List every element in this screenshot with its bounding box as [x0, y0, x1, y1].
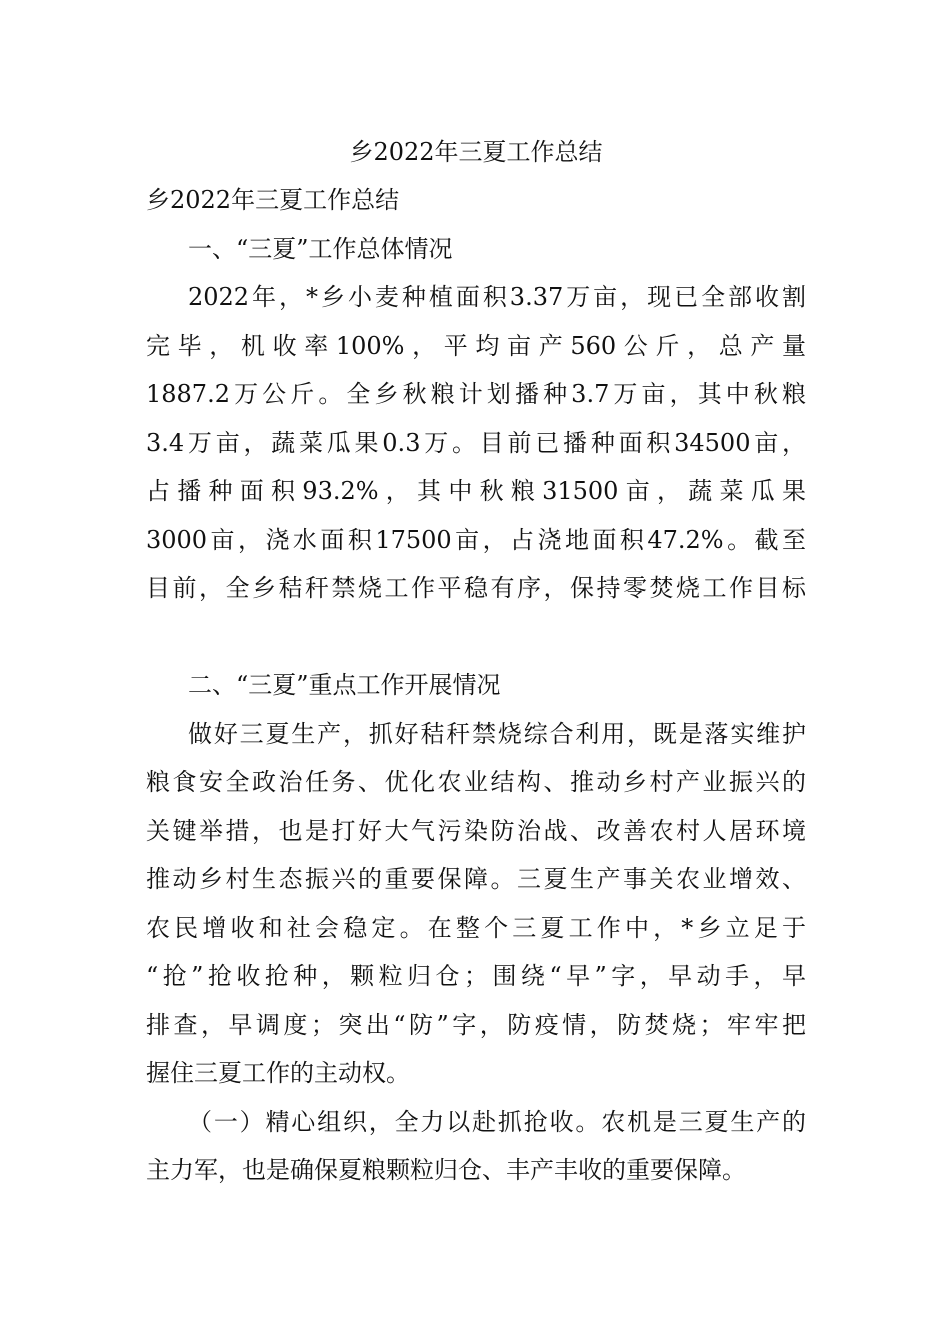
document-title: 乡2022年三夏工作总结 — [349, 138, 603, 166]
section-2-heading: 二、“三夏”重点工作开展情况 — [188, 671, 501, 699]
paragraph-line: 完毕，机收率100%，平均亩产560公斤，总产量 — [146, 331, 806, 360]
document-page — [146, 128, 806, 1195]
paragraph-key-work — [146, 710, 806, 1098]
paragraph-line: 目前，全乡秸秆禁烧工作平稳有序，保持零焚烧工作目标 — [146, 574, 806, 602]
paragraph-line: 3.4万亩，蔬菜瓜果0.3万。目前已播种面积34500亩， — [146, 428, 806, 457]
paragraph-overall-situation — [146, 273, 806, 613]
paragraph-line: 推动乡村生态振兴的重要保障。三夏生产事关农业增效、 — [146, 865, 806, 893]
paragraph-line: 2022年，*乡小麦种植面积3.37万亩，现已全部收割 — [188, 283, 806, 311]
paragraph-line: 1887.2万公斤。全乡秋粮计划播种3.7万亩，其中秋粮 — [146, 380, 806, 408]
blank-line — [146, 613, 806, 662]
paragraph-line: “抢”抢收抢种，颗粒归仓；围绕“早”字，早动手，早 — [146, 962, 806, 990]
paragraph-line: 做好三夏生产，抓好秸秆禁烧综合利用，既是落实维护 — [188, 719, 806, 748]
section-1-heading: 一、“三夏”工作总体情况 — [188, 234, 453, 263]
paragraph-line: 关键举措，也是打好大气污染防治战、改善农村人居环境 — [146, 816, 806, 845]
paragraph-line: 农民增收和社会稳定。在整个三夏工作中，*乡立足于 — [146, 913, 806, 942]
paragraph-line: 占播种面积93.2%，其中秋粮31500亩，蔬菜瓜果 — [146, 477, 806, 505]
paragraph-line: 主力军，也是确保夏粮颗粒归仓、丰产丰收的重要保障。 — [146, 1156, 746, 1184]
paragraph-line: 排查，早调度；突出“防”字，防疫情，防焚烧；牢牢把 — [146, 1010, 806, 1039]
paragraph-line: （一）精心组织，全力以赴抓抢收。农机是三夏生产的 — [188, 1107, 806, 1136]
paragraph-line: 握住三夏工作的主动权。 — [146, 1059, 410, 1087]
paragraph-line: 3000亩，浇水面积17500亩，占浇地面积47.2%。截至 — [146, 525, 806, 554]
paragraph-organization — [146, 1098, 806, 1195]
paragraph-line: 粮食安全政治任务、优化农业结构、推动乡村产业振兴的 — [146, 768, 806, 796]
document-subtitle: 乡2022年三夏工作总结 — [146, 186, 400, 214]
